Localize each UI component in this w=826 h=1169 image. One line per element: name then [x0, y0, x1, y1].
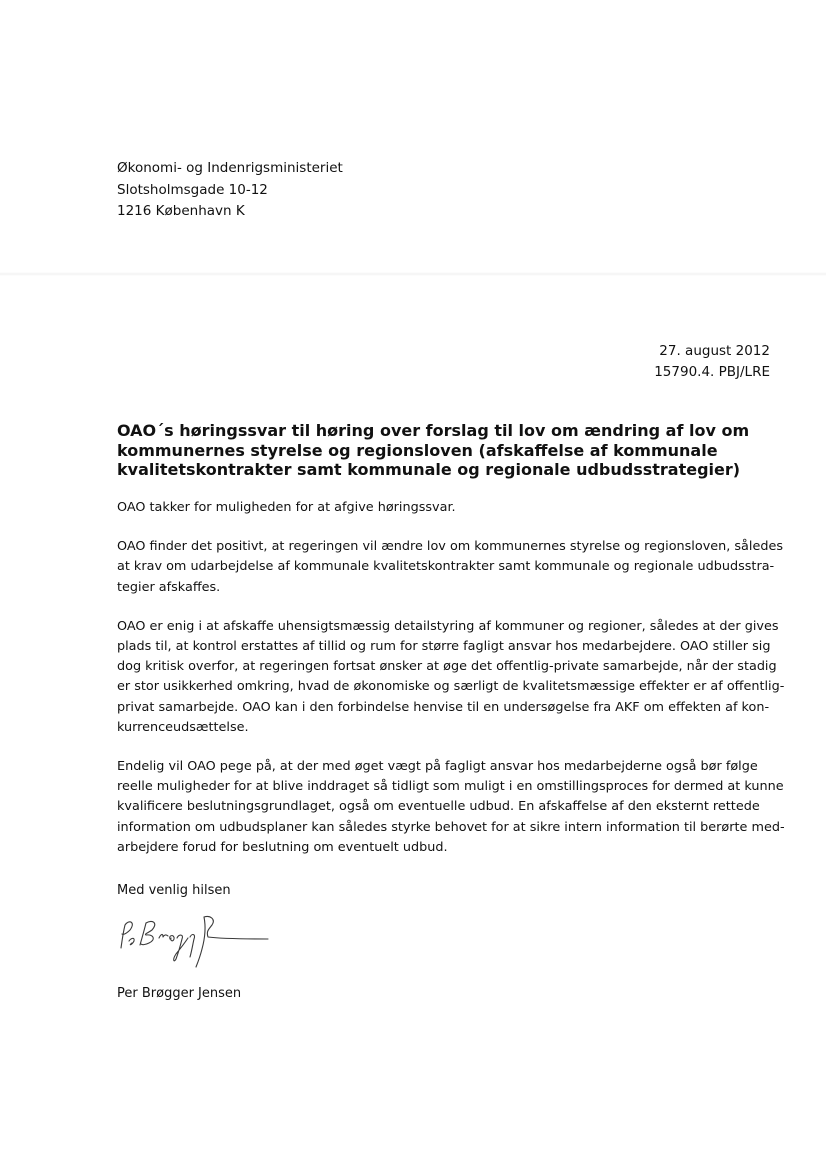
paragraph-conclusion — [117, 757, 783, 858]
body-line: dog kritisk overfor, at regeringen fortsat ønsker at øge det offentlig-private samarbejde, når der stadig — [117, 659, 777, 675]
recipient-street: Slotsholmsgade 10-12 — [117, 181, 268, 198]
signer-name: Per Brøgger Jensen — [117, 986, 242, 1001]
title-line: kommunernes styrelse og regionsloven (afskaffelse af kommunale — [117, 440, 718, 460]
body-line: kurrenceudsættelse. — [117, 719, 249, 735]
date-reference-block — [654, 341, 770, 383]
letter-date: 27. august 2012 — [659, 343, 770, 359]
recipient-address — [117, 158, 343, 223]
body-line: er stor usikkerhed omkring, hvad de økonomiske og særligt de kvalitetsmæssige effekter er af offentlig- — [117, 679, 785, 695]
letter-title — [117, 421, 777, 480]
body-line: OAO er enig i at afskaffe uhensigtsmæssig detailstyring af kommuner og regioner, således at der gives — [117, 618, 779, 634]
body-line: OAO takker for muligheden for at afgive høringssvar. — [117, 500, 456, 515]
body-line: plads til, at kontrol erstattes af tillid og rum for større fagligt ansvar hos medarbejdere. OAO stiller sig — [117, 639, 771, 655]
body-line: OAO finder det positivt, at regeringen vil ændre lov om kommunernes styrelse og regionsloven, således — [117, 539, 783, 555]
letter-reference: 15790.4. PBJ/LRE — [654, 364, 770, 380]
body-line: privat samarbejde. OAO kan i den forbindelse henvise til en undersøgelse fra AKF om effekten af kon- — [117, 699, 770, 715]
body-line: arbejdere forud for beslutning om eventuelt udbud. — [117, 839, 448, 855]
scan-fold-line — [0, 272, 826, 276]
body-line: Endelig vil OAO pege på, at der med øget vægt på fagligt ansvar hos medarbejderne også bør følge — [117, 759, 758, 775]
paragraph-critique — [117, 617, 783, 738]
body-line: at krav om udarbejdelse af kommunale kvalitetskontrakter samt kommunale og regionale udbudsstra- — [117, 559, 775, 575]
closing-salutation: Med venlig hilsen — [117, 883, 231, 898]
body-line: reelle muligheder for at blive inddraget så tidligt som muligt i en omstillingsproces for dermed at kunne — [117, 779, 784, 795]
recipient-city: 1216 København K — [117, 203, 245, 219]
body-line: information om udbudsplaner kan således styrke behovet for at sikre intern information til berørte med- — [117, 819, 785, 835]
handwritten-signature — [116, 905, 286, 975]
paragraph-positive — [117, 537, 783, 598]
paragraph-intro — [117, 498, 783, 518]
recipient-name: Økonomi- og Indenrigsministeriet — [117, 160, 343, 176]
body-line: tegier afskaffes. — [117, 579, 221, 595]
title-line: kvalitetskontrakter samt kommunale og regionale udbudsstrategier) — [117, 460, 741, 479]
title-line: OAO´s høringssvar til høring over forslag til lov om ændring af lov om — [117, 421, 750, 440]
letter-body — [117, 498, 783, 877]
body-line: kvalificere beslutningsgrundlaget, også om eventuelle udbud. En afskaffelse af den eksternt rettede — [117, 799, 760, 815]
